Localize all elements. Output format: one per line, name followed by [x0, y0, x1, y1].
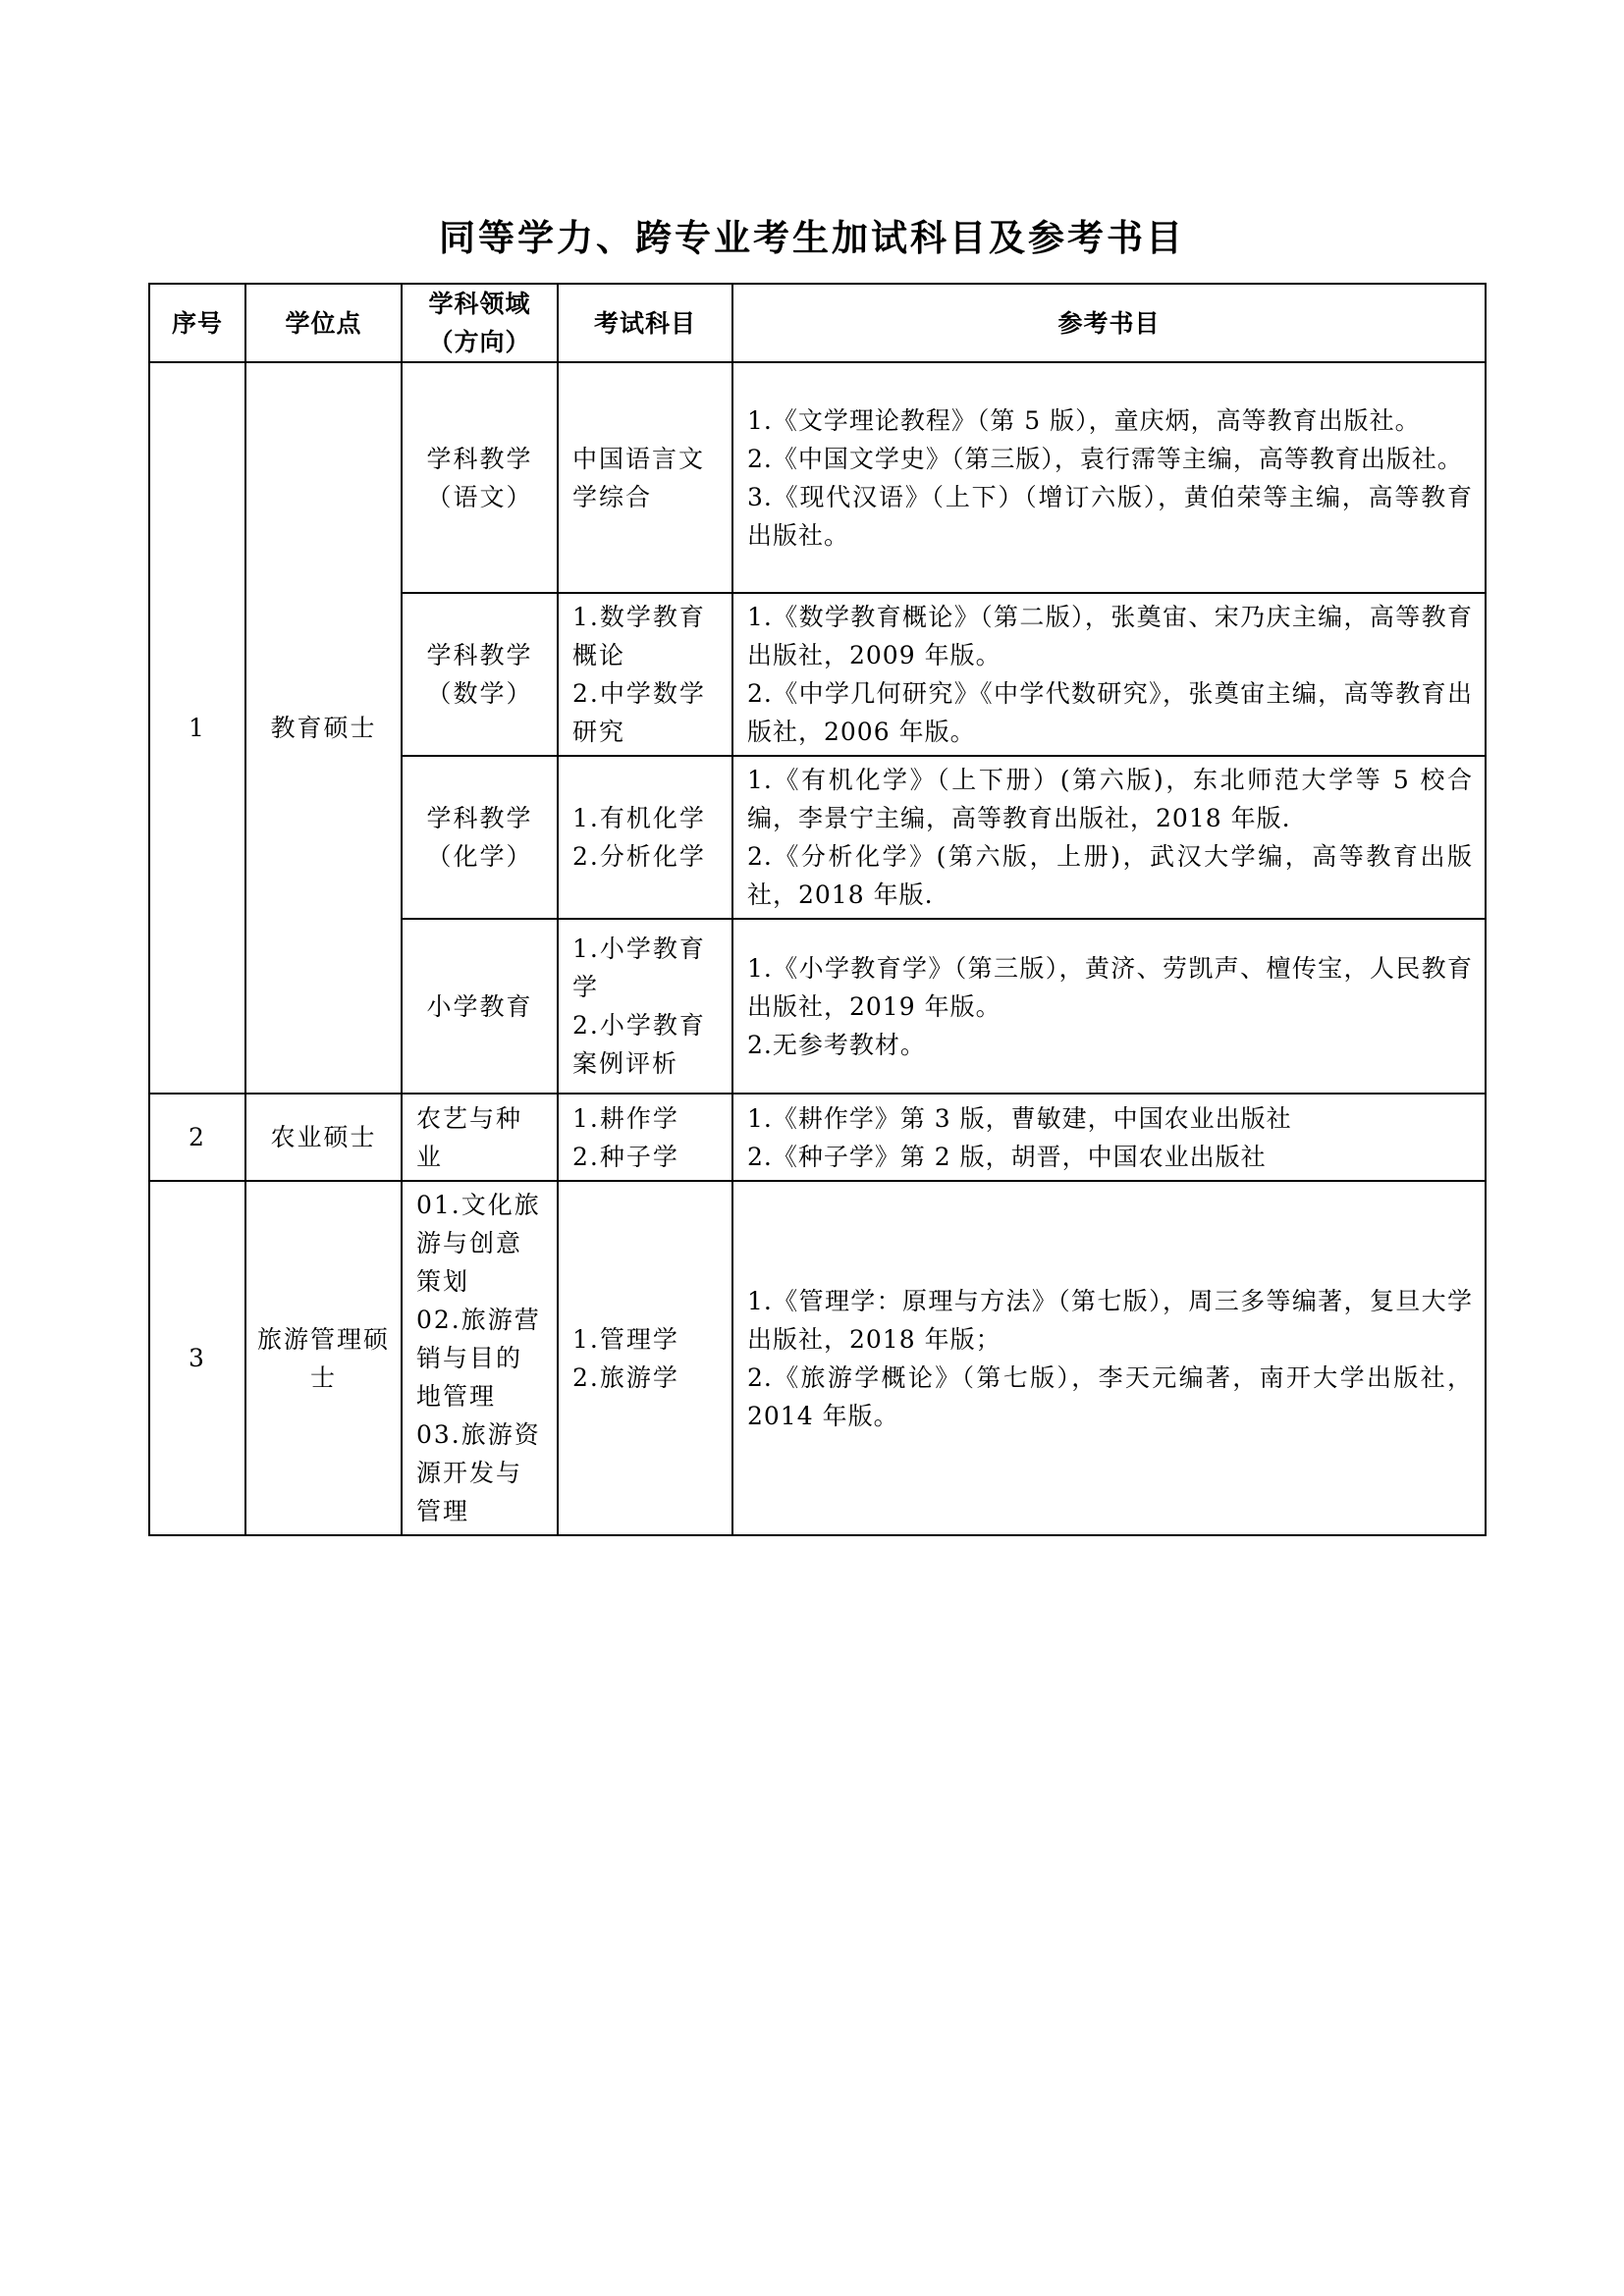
book-entry: 1.《有机化学》（上下册）(第六版)，东北师范大学等 5 校合编，李景宁主编，高等教育出版社，2018 年版.: [747, 766, 1473, 832]
subject-line: 1.有机化学: [572, 804, 706, 832]
book-entry: 2.《旅游学概论》（第七版），李天元编著，南开大学出版社，2014 年版。: [747, 1362, 1473, 1430]
degree-cell: 旅游管理硕士: [245, 1181, 402, 1535]
direction-cell: [402, 593, 558, 756]
header-row: [149, 284, 1486, 362]
book-entry: 2.《中学几何研究》《中学代数研究》，张奠宙主编，高等教育出版社，2006 年版。: [747, 679, 1473, 746]
subject-cell: [558, 362, 732, 593]
header-books: 参考书目: [732, 284, 1486, 362]
books-cell: [732, 1094, 1486, 1181]
direction-cell: [402, 362, 558, 593]
direction-line: 02.旅游营销与目的地管理: [416, 1306, 541, 1411]
direction-line: 03.旅游资源开发与管理: [416, 1420, 541, 1525]
subject-line: 2.小学教育案例评析: [572, 1011, 706, 1078]
page-title: 同等学力、跨专业考生加试科目及参考书目: [439, 217, 1185, 259]
header-field: [402, 284, 558, 362]
direction-line: 学科教学: [426, 804, 533, 832]
books-cell: [732, 919, 1486, 1094]
seq-cell: 2: [149, 1094, 245, 1181]
book-entry: 3.《现代汉语》（上下）（增订六版），黄伯荣等主编，高等教育出版社。: [747, 482, 1473, 550]
direction-line: （化学）: [426, 842, 533, 871]
subject-cell: [558, 919, 732, 1094]
direction-line: 小学教育: [426, 991, 533, 1021]
book-entry: 2.《中国文学史》（第三版），袁行霈等主编，高等教育出版社。: [747, 444, 1463, 473]
direction-line: （语文）: [426, 482, 533, 511]
books-cell: [732, 1181, 1486, 1535]
table-row: [149, 362, 1486, 593]
books-cell: [732, 593, 1486, 756]
book-entry: 2.《种子学》第 2 版，胡晋，中国农业出版社: [747, 1142, 1267, 1171]
direction-cell: [402, 919, 558, 1094]
direction-cell: [402, 756, 558, 919]
subject-line: 1.小学教育学: [572, 934, 706, 1001]
subject-line: 2.旅游学: [572, 1362, 679, 1392]
header-degree: 学位点: [245, 284, 402, 362]
books-cell: [732, 362, 1486, 593]
header-field-line2: （方向）: [428, 328, 531, 356]
seq-cell: 3: [149, 1181, 245, 1535]
direction-line: 农艺与种业: [416, 1103, 523, 1171]
degree-cell: 农业硕士: [245, 1094, 402, 1181]
subject-line: 2.分析化学: [572, 842, 706, 871]
header-subject: 考试科目: [558, 284, 732, 362]
subject-line: 1.管理学: [572, 1324, 679, 1354]
book-entry: 1.《小学教育学》（第三版），黄济、劳凯声、檀传宝，人民教育出版社，2019 年版。: [747, 953, 1473, 1021]
subject-cell: [558, 1094, 732, 1181]
book-entry: 2.无参考教材。: [747, 1030, 926, 1059]
table-row: [149, 1181, 1486, 1535]
header-field-line1: 学科领域: [428, 290, 531, 318]
subject-line: 1.数学教育概论: [572, 603, 706, 669]
direction-cell: [402, 1181, 558, 1535]
table-row: [149, 1094, 1486, 1181]
book-entry: 2.《分析化学》(第六版，上册)，武汉大学编，高等教育出版社，2018 年版.: [747, 842, 1473, 909]
subject-line: 2.中学数学研究: [572, 679, 706, 746]
subject-cell: [558, 593, 732, 756]
header-seq: 序号: [149, 284, 245, 362]
direction-line: 01.文化旅游与创意策划: [416, 1191, 541, 1296]
book-entry: 1.《文学理论教程》（第 5 版），童庆炳，高等教育出版社。: [747, 405, 1421, 435]
book-entry: 1.《数学教育概论》（第二版），张奠宙、宋乃庆主编，高等教育出版社，2009 年版。: [747, 603, 1473, 669]
book-entry: 1.《管理学：原理与方法》（第七版），周三多等编著，复旦大学出版社，2018 年版；: [747, 1286, 1473, 1354]
subject-line: 1.耕作学: [572, 1103, 679, 1133]
subject-cell: [558, 756, 732, 919]
subject-line: 2.种子学: [572, 1142, 679, 1171]
seq-cell: 1: [149, 362, 245, 1094]
books-cell: [732, 756, 1486, 919]
degree-cell: 教育硕士: [245, 362, 402, 1094]
direction-line: 学科教学: [426, 641, 533, 669]
exam-table: [148, 283, 1487, 1536]
direction-cell: [402, 1094, 558, 1181]
direction-line: 学科教学: [426, 444, 533, 473]
direction-line: （数学）: [426, 679, 533, 708]
subject-line: 中国语言文学综合: [572, 444, 706, 511]
book-entry: 1.《耕作学》第 3 版，曹敏建，中国农业出版社: [747, 1103, 1292, 1133]
subject-cell: [558, 1181, 732, 1535]
